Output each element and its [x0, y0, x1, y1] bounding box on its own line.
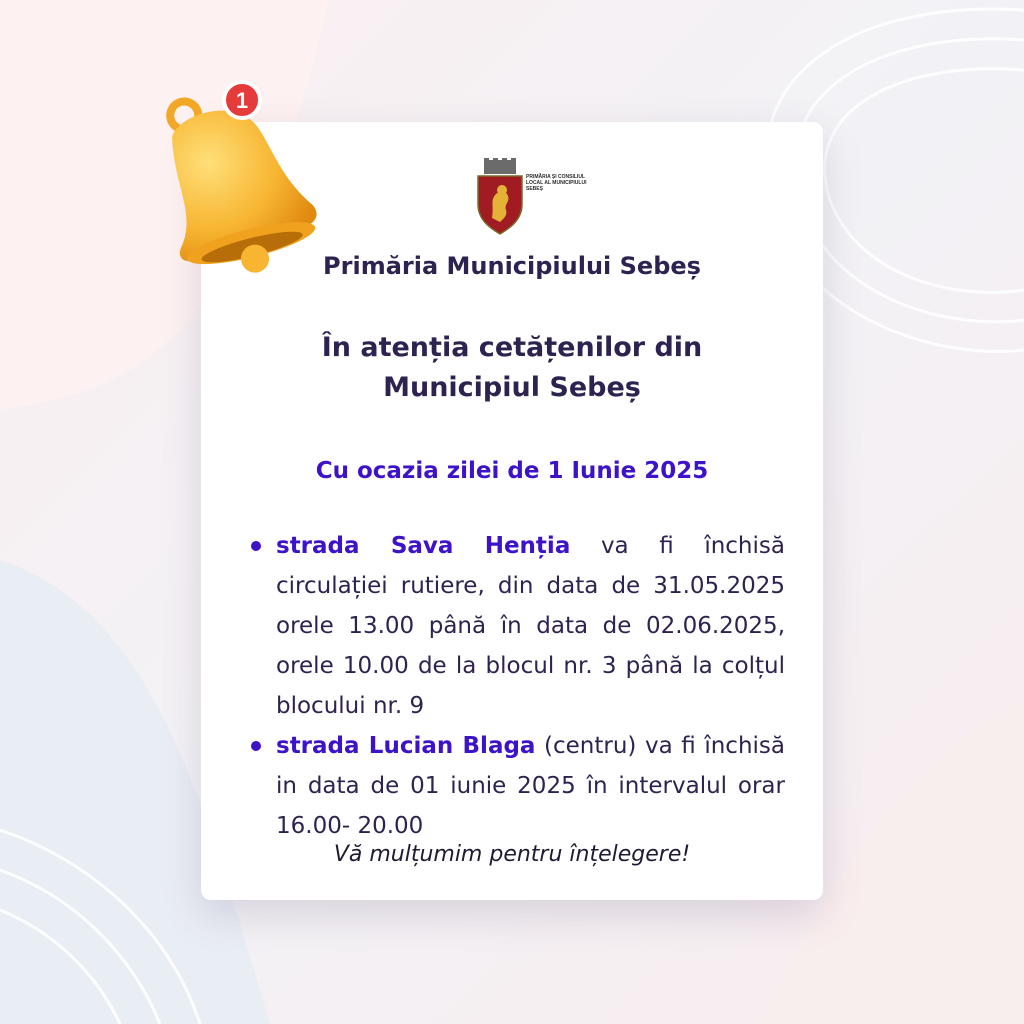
bullet-icon — [251, 741, 261, 751]
subtitle — [201, 328, 823, 408]
bullet-icon — [251, 541, 261, 551]
thank-you-note: Vă mulțumim pentru înțelegere! — [333, 842, 691, 867]
logo-text — [526, 174, 596, 192]
subtitle-line-1: În atenția cetățenilor din — [321, 332, 703, 363]
logo-line-2: LOCAL AL MUNICIPIULUI — [526, 180, 587, 186]
badge-count: 1 — [235, 88, 249, 113]
item-text: va fi închisă circulației rutiere, din data de 31.05.2025 orele 13.00 până în data de 02.06.2025, orele 10.00 de la blocul nr. 3 până la colțul blocului nr. 9 — [276, 533, 785, 719]
list-item — [247, 526, 785, 726]
subtitle-line-2: Municipiul Sebeș — [383, 372, 641, 403]
item-text: (centru) va fi închisă in data de 01 iunie 2025 în intervalul orar 16.00- 20.00 — [276, 733, 785, 839]
municipality-logo — [472, 156, 592, 238]
occasion-heading: Cu ocazia zilei de 1 Iunie 2025 — [315, 458, 709, 484]
street-name: strada Sava Henția — [276, 533, 571, 559]
street-name: strada Lucian Blaga — [276, 733, 536, 759]
page-title: Primăria Municipiului Sebeș — [323, 252, 701, 280]
logo-line-3: SEBEȘ — [526, 186, 543, 192]
coat-of-arms-icon — [472, 156, 528, 236]
logo-line-1: PRIMĂRIA ȘI CONSILIUL — [526, 174, 585, 180]
list-item — [247, 726, 785, 846]
bell-icon — [140, 72, 340, 282]
closure-list — [247, 526, 785, 846]
